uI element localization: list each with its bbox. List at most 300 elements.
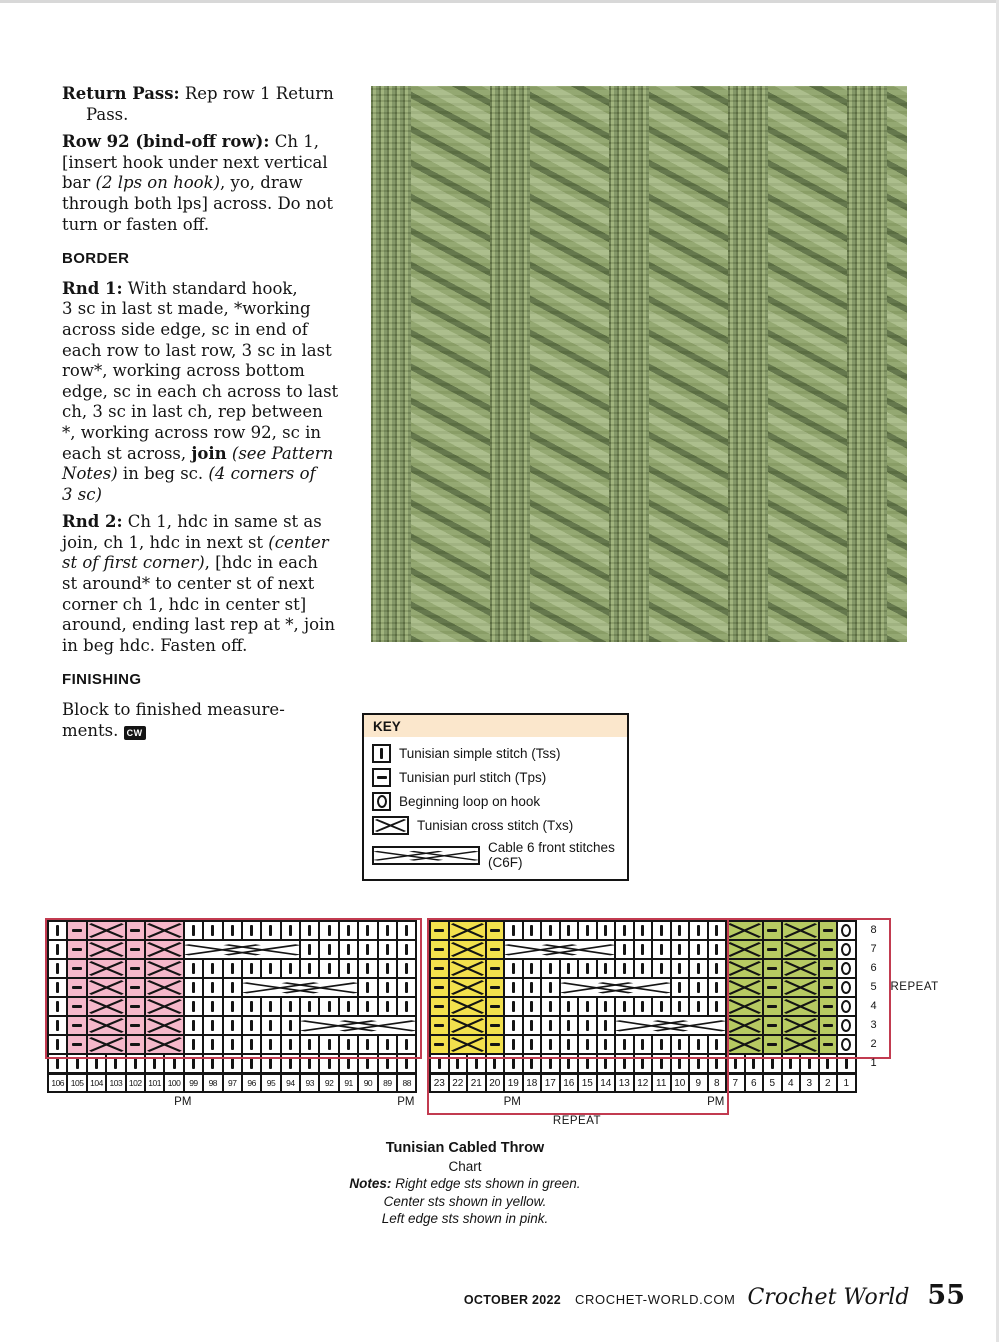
tss-symbol (623, 1001, 626, 1012)
footer-magazine-name: Crochet World (747, 1285, 910, 1310)
section-heading: FINISHING (62, 671, 142, 689)
chart-cell (504, 1035, 523, 1054)
chart-cell (126, 959, 145, 978)
chart-column-number: 23 (430, 1073, 449, 1092)
place-marker-label: PM (503, 1096, 521, 1108)
chart-cell (541, 1035, 560, 1054)
chart-cell (261, 997, 280, 1016)
tss-symbol (512, 1020, 515, 1031)
chart-column-number: 95 (261, 1073, 280, 1092)
chart-column-number: 101 (145, 1073, 164, 1092)
chart-cell (223, 1016, 242, 1035)
txs-symbol (727, 1017, 762, 1034)
chart-cell (819, 997, 838, 1016)
chart-cell (689, 940, 708, 959)
photo-rib-band (728, 86, 768, 642)
chart-cell (652, 921, 671, 940)
chart-cell (126, 978, 145, 997)
txs-symbol (783, 922, 818, 939)
chart-cell (837, 1016, 856, 1035)
tss-symbol (697, 982, 700, 993)
text-italic: Notes) (62, 464, 118, 484)
chart-cell (597, 1054, 616, 1073)
tps-symbol (434, 986, 444, 989)
text-italic: st of first corner) (62, 553, 205, 573)
chart-caption (290, 1140, 640, 1228)
chart-column-number: 91 (339, 1073, 358, 1092)
tss-symbol (192, 963, 195, 974)
chart-column-number: 104 (87, 1073, 106, 1092)
text: With standard hook, (122, 278, 298, 298)
tss-symbol (308, 925, 311, 936)
tps-symbol (72, 986, 82, 989)
caption-note-line (290, 1175, 640, 1193)
tss-symbol (623, 944, 626, 955)
chart-cell (223, 978, 242, 997)
tss-symbol (211, 925, 214, 936)
tss-symbol (826, 1058, 829, 1069)
txs-symbol (727, 960, 762, 977)
stitch-chart-left (47, 920, 417, 1108)
tps-symbol (823, 929, 833, 932)
photo-rib-band (371, 86, 411, 642)
key-symbol-box (372, 816, 409, 835)
chart-cell (67, 997, 86, 1016)
chart-cell (708, 1035, 727, 1054)
text-line (62, 215, 367, 236)
txs-symbol (727, 979, 762, 996)
chart-cell (578, 1016, 597, 1035)
chart-cell (541, 1016, 560, 1035)
chart-column-number: 20 (486, 1073, 505, 1092)
chart-cell (671, 940, 690, 959)
tss-symbol (771, 1058, 774, 1069)
chart-cell (726, 1035, 763, 1054)
footer-page-number: 55 (927, 1280, 965, 1311)
chart-cell (763, 921, 782, 940)
chart-cell (819, 959, 838, 978)
chart-cell (504, 959, 523, 978)
chart-cell (261, 921, 280, 940)
tss-symbol (549, 1001, 552, 1012)
beginning-loop-symbol (841, 981, 851, 994)
tps-symbol (823, 948, 833, 951)
chart-cell (782, 940, 819, 959)
text-line (62, 84, 367, 105)
chart-cell (449, 1016, 486, 1035)
chart-column-number: 21 (467, 1073, 486, 1092)
chart-cell (689, 1035, 708, 1054)
tss-symbol (567, 963, 570, 974)
tss-symbol (250, 1020, 253, 1031)
tps-symbol (72, 948, 82, 951)
key-item (372, 792, 619, 811)
chart-cell (378, 940, 397, 959)
tss-symbol (56, 925, 59, 936)
chart-cell (597, 997, 616, 1016)
chart-cell (634, 997, 653, 1016)
chart-cell (339, 997, 358, 1016)
tps-symbol (490, 1024, 500, 1027)
txs-symbol (783, 1036, 818, 1053)
chart-cell (184, 1035, 203, 1054)
text: Rep row 1 Return (179, 84, 334, 103)
key-item (372, 816, 619, 835)
chart-column-number: 90 (358, 1073, 377, 1092)
tss-symbol (678, 963, 681, 974)
tps-symbol (490, 986, 500, 989)
chart-cell (486, 978, 505, 997)
tss-symbol (405, 1039, 408, 1050)
chart-cell (541, 959, 560, 978)
chart-column-number: 96 (242, 1073, 261, 1092)
txs-symbol (88, 1017, 125, 1034)
chart-cell (726, 997, 763, 1016)
chart-cell (819, 921, 838, 940)
tss-symbol (231, 982, 234, 993)
repeat-bottom-label: REPEAT (552, 1115, 602, 1127)
chart-cell (87, 1035, 126, 1054)
tss-symbol (604, 1001, 607, 1012)
tss-symbol (192, 1020, 195, 1031)
key-symbol-box (372, 768, 391, 787)
chart-cell (486, 997, 505, 1016)
tps-symbol (377, 776, 387, 779)
chart-column-number: 97 (223, 1073, 242, 1092)
chart-cell (430, 1035, 449, 1054)
tss-symbol (512, 1039, 515, 1050)
tps-symbol (490, 1043, 500, 1046)
chart-cell (261, 1035, 280, 1054)
txs-symbol (88, 1036, 125, 1053)
tps-symbol (823, 986, 833, 989)
chart-column-number: 2 (819, 1073, 838, 1092)
chart-cell (726, 959, 763, 978)
chart-cell (300, 921, 319, 940)
chart-cell (634, 940, 653, 959)
tss-symbol (231, 1001, 234, 1012)
tss-symbol (386, 963, 389, 974)
chart-cell (242, 997, 261, 1016)
chart-cell (126, 1035, 145, 1054)
tss-symbol (211, 963, 214, 974)
chart-column-number: 7 (726, 1073, 745, 1092)
tss-symbol (192, 1058, 195, 1069)
text: st around* to center st of next (62, 574, 315, 594)
page-edge-top (0, 0, 999, 3)
caption-subtitle: Chart (448, 1158, 482, 1174)
tss-symbol (641, 963, 644, 974)
chart-cell (449, 921, 486, 940)
chart-cell (708, 978, 727, 997)
photo-rib-band (490, 86, 530, 642)
chart-cell (48, 959, 67, 978)
chart-cell (281, 1054, 300, 1073)
chart-cell (837, 1035, 856, 1054)
photo-cable-band (530, 86, 609, 642)
tps-symbol (823, 1005, 833, 1008)
chart-cell (300, 940, 319, 959)
tss-symbol (697, 1058, 700, 1069)
chart-row-number: 7 (870, 943, 877, 955)
text-bold: join (191, 443, 227, 463)
chart-cell (184, 978, 203, 997)
chart-cell (837, 921, 856, 940)
chart-cell (782, 997, 819, 1016)
c6f-symbol (505, 941, 614, 958)
tss-symbol (380, 748, 383, 759)
chart-cell (281, 1016, 300, 1035)
tps-symbol (130, 1005, 140, 1008)
chart-cell (708, 1054, 727, 1073)
chart-cell (671, 997, 690, 1016)
tss-symbol (715, 925, 718, 936)
tss-symbol (697, 925, 700, 936)
caption-note-line (290, 1193, 640, 1211)
chart-cell (800, 1054, 819, 1073)
chart-cell (430, 997, 449, 1016)
text-line (62, 194, 367, 215)
chart-cell (358, 1035, 377, 1054)
note-label: Notes: (349, 1176, 392, 1191)
chart-cell (726, 921, 763, 940)
text: , [hdc in each (204, 553, 318, 573)
text: through both lps] across. Do not (62, 193, 334, 213)
chart-cell (145, 959, 184, 978)
chart-cell (671, 1035, 690, 1054)
tss-symbol (366, 925, 369, 936)
tss-symbol (549, 1039, 552, 1050)
chart-cell (242, 921, 261, 940)
tss-symbol (623, 1039, 626, 1050)
chart-cell (782, 921, 819, 940)
chart-cell (652, 959, 671, 978)
chart-cell (819, 940, 838, 959)
text: each row to last row, 3 sc in last (62, 340, 332, 360)
tss-symbol (530, 1001, 533, 1012)
place-marker-label: PM (707, 1096, 725, 1108)
chart-cell (48, 940, 67, 959)
chart-cell (615, 997, 634, 1016)
txs-symbol (146, 922, 183, 939)
chart-cell (319, 921, 338, 940)
chart-cell (819, 1054, 838, 1073)
repeat-side-label: REPEAT (890, 980, 939, 993)
chart-cell (397, 1054, 416, 1073)
tss-symbol (697, 963, 700, 974)
tss-symbol (475, 1058, 478, 1069)
tss-symbol (438, 1058, 441, 1069)
key-item-label: Tunisian purl stitch (Tps) (399, 770, 547, 785)
chart-cell (184, 921, 203, 940)
tss-symbol (269, 1058, 272, 1069)
txs-symbol (783, 941, 818, 958)
tss-symbol (308, 1001, 311, 1012)
chart-cell (145, 997, 184, 1016)
txs-symbol (783, 998, 818, 1015)
tss-symbol (586, 925, 589, 936)
chart-cell (523, 921, 542, 940)
chart-cell (763, 1035, 782, 1054)
txs-symbol (450, 960, 485, 977)
tps-symbol (130, 986, 140, 989)
tss-symbol (114, 1058, 117, 1069)
tps-symbol (490, 948, 500, 951)
chart-cell (184, 959, 203, 978)
txs-symbol (146, 1017, 183, 1034)
chart-cell (560, 959, 579, 978)
chart-cell (48, 997, 67, 1016)
tss-symbol (549, 925, 552, 936)
chart-column-number: 6 (745, 1073, 764, 1092)
txs-symbol (450, 1036, 485, 1053)
chart-cell (281, 997, 300, 1016)
text-italic: 3 sc) (62, 484, 102, 504)
chart-cell (819, 1016, 838, 1035)
tps-symbol (767, 967, 777, 970)
tss-symbol (586, 1020, 589, 1031)
text-line (62, 700, 367, 721)
pattern-instructions (62, 84, 367, 748)
tss-symbol (269, 1001, 272, 1012)
photo-pattern-column (490, 86, 609, 642)
tss-symbol (697, 1039, 700, 1050)
note-text: Left edge sts shown in pink. (381, 1211, 549, 1226)
chart-cell (67, 921, 86, 940)
chart-row-number: 5 (870, 981, 877, 993)
tss-symbol (134, 1058, 137, 1069)
tss-symbol (567, 1058, 570, 1069)
chart-cell (597, 1016, 616, 1035)
chart-cell (281, 959, 300, 978)
tss-symbol (289, 1058, 292, 1069)
chart-column-number: 106 (48, 1073, 67, 1092)
tss-symbol (347, 1058, 350, 1069)
tss-symbol (366, 1039, 369, 1050)
chart-cell (145, 978, 184, 997)
tss-symbol (289, 925, 292, 936)
chart-cell (300, 997, 319, 1016)
tps-symbol (72, 1005, 82, 1008)
chart-cell (782, 959, 819, 978)
text-line (86, 105, 367, 126)
txs-symbol (727, 998, 762, 1015)
chart-cell (203, 1016, 222, 1035)
key-item (372, 744, 619, 763)
chart-row-number: 6 (870, 962, 877, 974)
chart-column-number: 103 (106, 1073, 125, 1092)
tss-symbol (328, 944, 331, 955)
text-line (62, 444, 367, 465)
tss-symbol (386, 1058, 389, 1069)
chart-cell (504, 940, 615, 959)
tss-symbol (660, 925, 663, 936)
tps-symbol (434, 967, 444, 970)
beginning-loop-symbol (841, 962, 851, 975)
chart-cell (145, 921, 184, 940)
chart-cell (708, 997, 727, 1016)
tss-symbol (604, 1058, 607, 1069)
chart-cell (126, 940, 145, 959)
stitch-chart-right (429, 920, 939, 1127)
tss-symbol (328, 1039, 331, 1050)
tss-symbol (567, 1020, 570, 1031)
tss-symbol (678, 1039, 681, 1050)
tss-symbol (734, 1058, 737, 1069)
tss-symbol (586, 963, 589, 974)
chart-cell (449, 1054, 468, 1073)
tss-symbol (211, 1039, 214, 1050)
chart-column-number: 4 (782, 1073, 801, 1092)
chart-column-number: 88 (397, 1073, 416, 1092)
chart-cell (67, 1035, 86, 1054)
chart-cell (184, 1054, 203, 1073)
page-footer (464, 1280, 965, 1311)
chart-cell (634, 959, 653, 978)
chart-cell (671, 978, 690, 997)
tss-symbol (308, 944, 311, 955)
key-item-label: Tunisian cross stitch (Txs) (417, 818, 574, 833)
place-marker-label: PM (397, 1096, 415, 1108)
chart-row-number: 2 (870, 1038, 877, 1050)
chart-column-number: 105 (67, 1073, 86, 1092)
key-item-label: Beginning loop on hook (399, 794, 541, 809)
chart-cell (378, 978, 397, 997)
chart-cell (430, 940, 449, 959)
chart-cell (300, 1035, 319, 1054)
text-line (62, 279, 367, 300)
chart-cell (223, 997, 242, 1016)
chart-cell (261, 1016, 280, 1035)
chart-cell (578, 997, 597, 1016)
chart-cell (560, 1016, 579, 1035)
text-line (62, 553, 367, 574)
tps-symbol (434, 948, 444, 951)
chart-cell (430, 978, 449, 997)
chart-cell (397, 978, 416, 997)
chart-cell (837, 978, 856, 997)
tss-symbol (405, 1001, 408, 1012)
tss-symbol (192, 982, 195, 993)
text: around, ending last rep at *, join (62, 615, 335, 635)
tss-symbol (56, 963, 59, 974)
key-symbol-box (372, 846, 480, 865)
txs-symbol (146, 960, 183, 977)
tss-symbol (231, 1058, 234, 1069)
text-line (62, 382, 367, 403)
chart-cell (145, 940, 184, 959)
txs-symbol (450, 979, 485, 996)
chart-cell (378, 1054, 397, 1073)
text-line (62, 721, 367, 742)
chart-cell (261, 1054, 280, 1073)
chart-column-number: 98 (203, 1073, 222, 1092)
chart-cell (223, 1054, 242, 1073)
chart-grid (47, 920, 417, 1093)
key-item-label: Tunisian simple stitch (Tss) (399, 746, 561, 761)
chart-cell (430, 921, 449, 940)
chart-cell (486, 1016, 505, 1035)
tss-symbol (549, 1058, 552, 1069)
tss-symbol (308, 1039, 311, 1050)
tps-symbol (767, 929, 777, 932)
chart-cell (184, 997, 203, 1016)
chart-cell (837, 1054, 856, 1073)
tss-symbol (366, 963, 369, 974)
chart-cell (652, 997, 671, 1016)
chart-cell (837, 997, 856, 1016)
chart-cell (708, 940, 727, 959)
